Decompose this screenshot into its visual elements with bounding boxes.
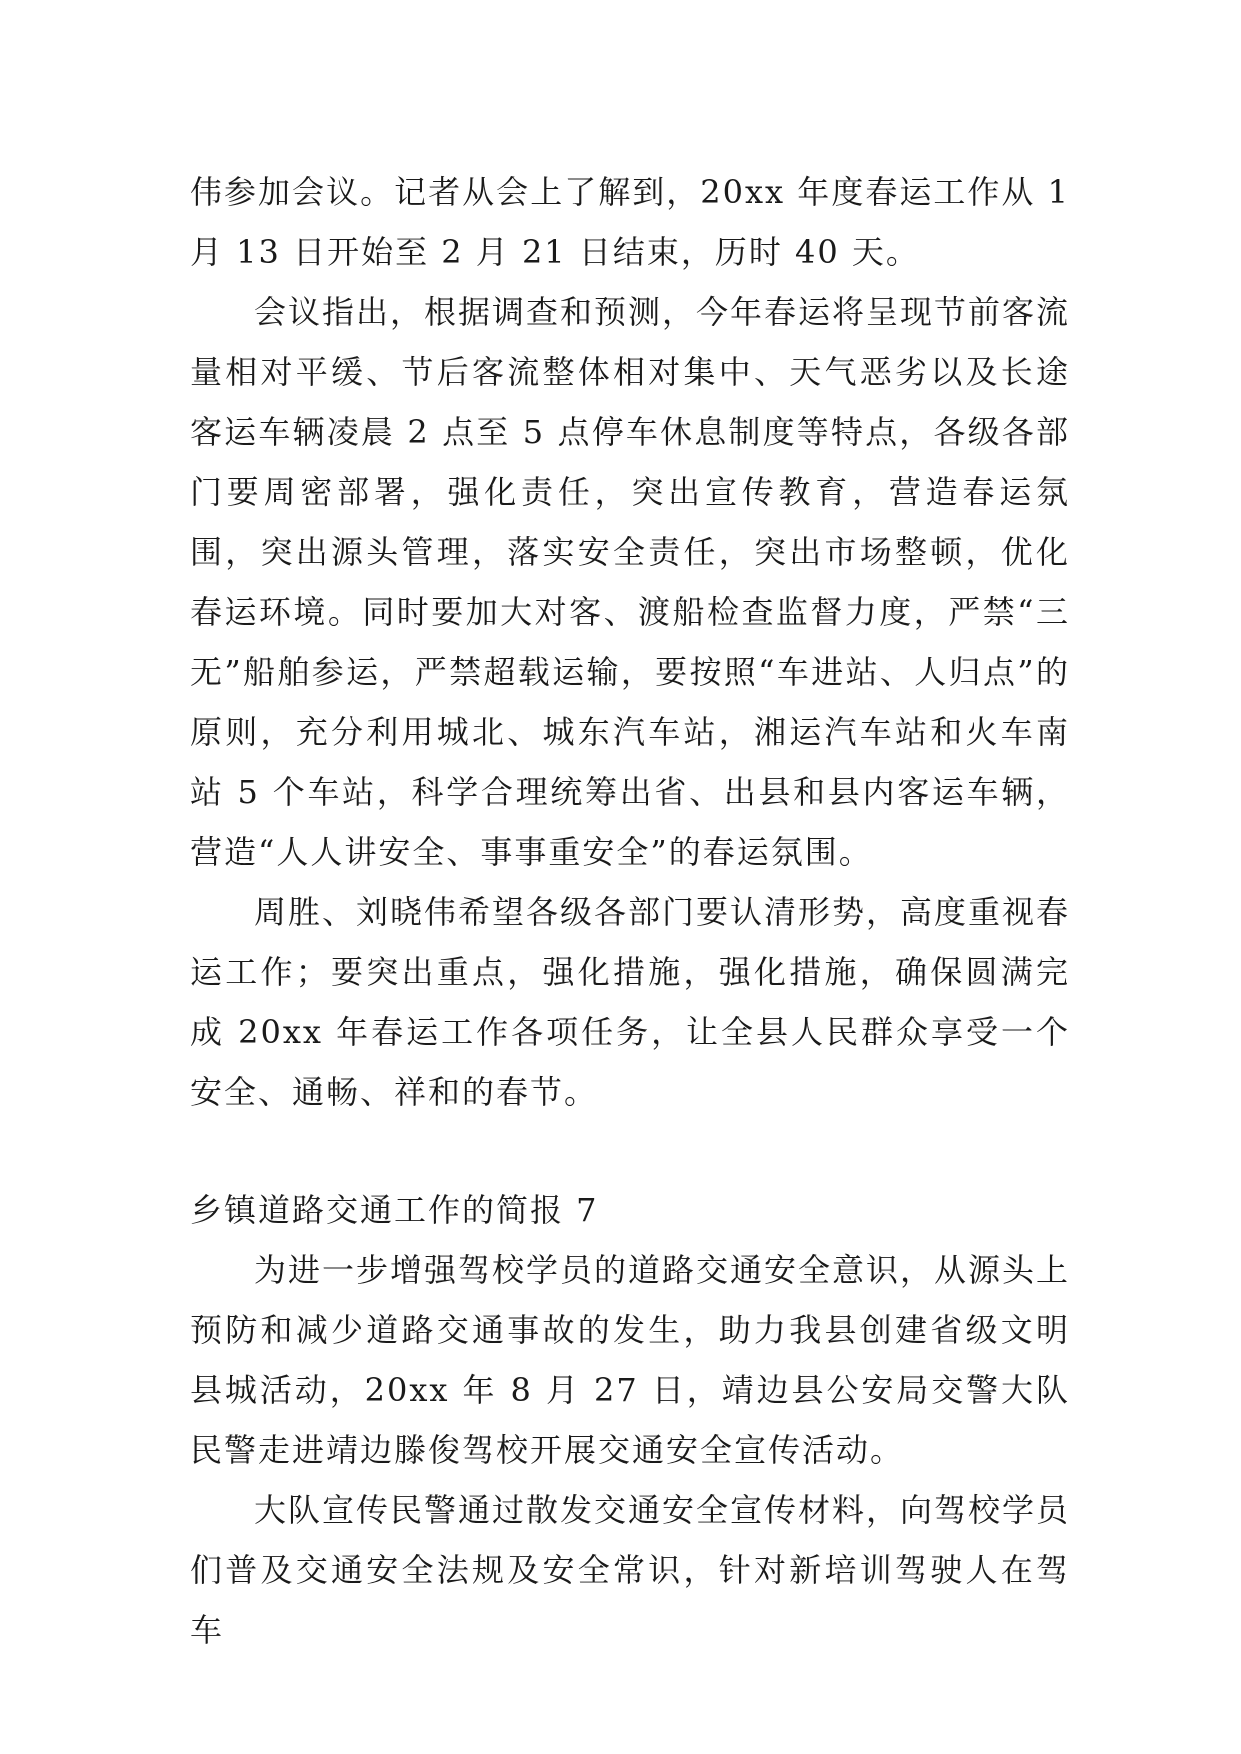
- paragraph-meeting-dates: 伟参加会议。记者从会上了解到，20xx 年度春运工作从 1 月 13 日开始至 2 月 21 日结束，历时 40 天。: [190, 173, 1070, 271]
- paragraph-publicity-materials: 大队宣传民警通过散发交通安全宣传材料，向驾校学员们普及交通安全法规及安全常识，针对新培训驾驶人在驾车: [190, 1491, 1071, 1649]
- paragraph-leaders-hope: 周胜、刘晓伟希望各级各部门要认清形势，高度重视春运工作；要突出重点，强化措施，强化措施，确保圆满完成 20xx 年春运工作各项任务，让全县人民群众享受一个安全、通畅、祥和的春节。: [190, 893, 1071, 1111]
- section-heading: 乡镇道路交通工作的简报 7: [190, 1191, 599, 1229]
- document-body: [190, 162, 1070, 1660]
- paragraph-driving-school-activity: 为进一步增强驾校学员的道路交通安全意识，从源头上预防和减少道路交通事故的发生，助力我县创建省级文明县城活动，20xx 年 8 月 27 日，靖边县公安局交警大队民警走进靖边滕俊驾校开展交通安全宣传活动。: [190, 1251, 1071, 1469]
- paragraph-meeting-points: 会议指出，根据调查和预测，今年春运将呈现节前客流量相对平缓、节后客流整体相对集中、天气恶劣以及长途客运车辆凌晨 2 点至 5 点停车休息制度等特点，各级各部门要周密部署，强化责任，突出宣传教育，营造春运氛围，突出源头管理，落实安全责任，突出市场整顿，优化春运环境。同时要加大对客、渡船检查监督力度，严禁“三无”船舶参运，严禁超载运输，要按照“车进站、人归点”的原则，充分利用城北、城东汽车站，湘运汽车站和火车南站 5 个车站，科学合理统筹出省、出县和县内客运车辆，营造“人人讲安全、事事重安全”的春运氛围。: [190, 293, 1071, 871]
